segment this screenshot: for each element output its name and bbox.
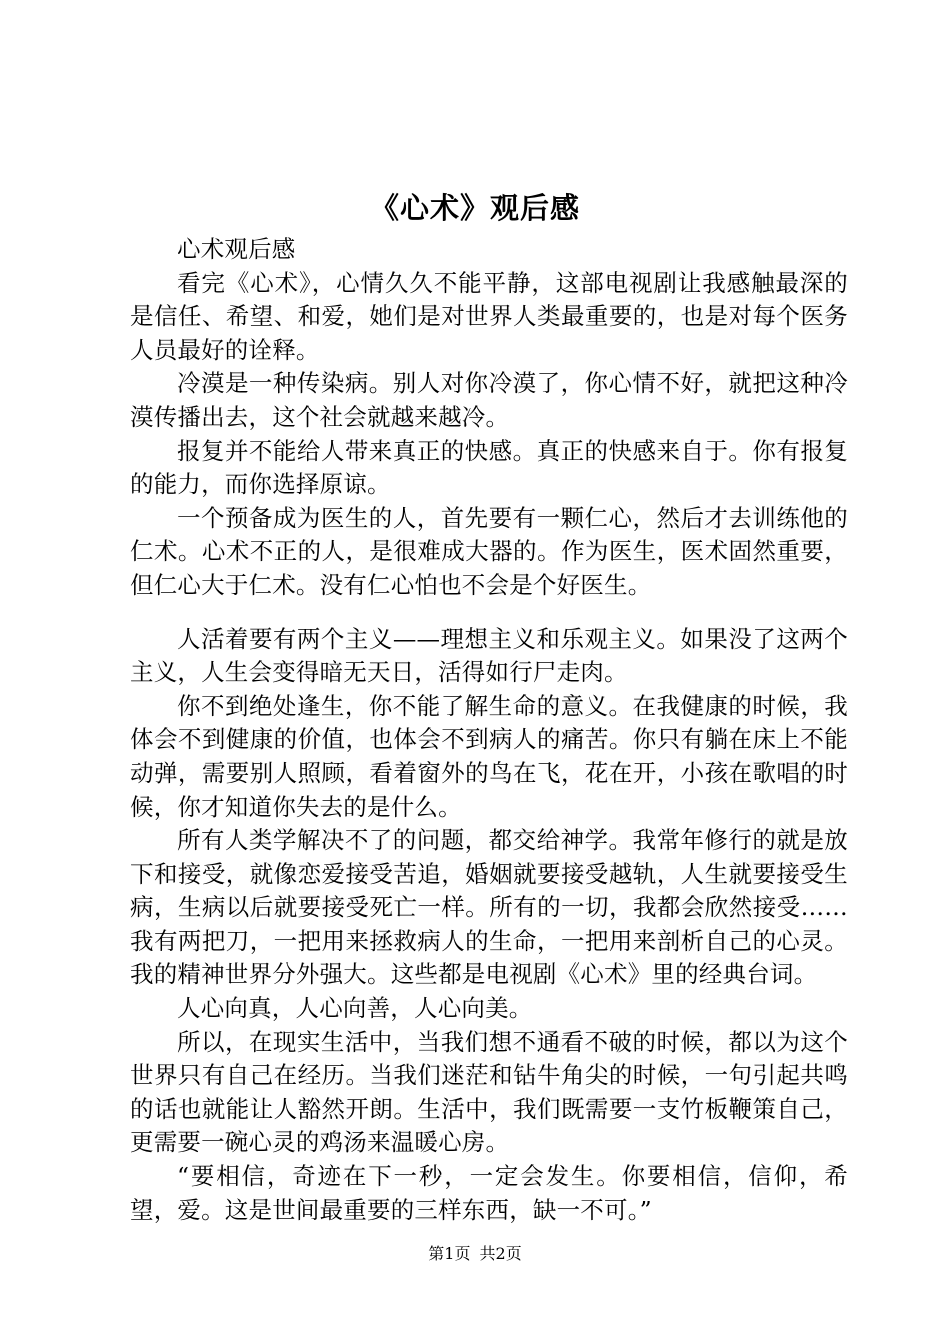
paragraph: 人心向真，人心向善，人心向美。 [177,994,533,1023]
paragraph: 人活着要有两个主义——理想主义和乐观主义。如果没了这两个主义，人生会变得暗无天日，活得如行尸走肉。 [130,624,848,687]
paragraph: 看完《心术》，心情久久不能平静，这部电视剧让我感触最深的是信任、希望、和爱，她们是对世界人类最重要的，也是对每个医务人员最好的诠释。 [130,268,848,364]
paragraph: 你不到绝处逢生，你不能了解生命的意义。在我健康的时候，我体会不到健康的价值，也体会不到病人的痛苦。你只有躺在床上不能动弹，需要别人照顾，看着窗外的鸟在飞，花在开，小孩在歌唱的时候，你才知道你失去的是什么。 [130,691,848,821]
paragraph-subtitle: 心术观后感 [177,235,296,263]
page-total: 共2页 [479,1244,522,1263]
document-body [130,233,848,1227]
paragraph: 所有人类学解决不了的问题，都交给神学。我常年修行的就是放下和接受，就像恋爱接受苦追，婚姻就要接受越轨，人生就要接受生病，生病以后就要接受死亡一样。所有的一切，我都会欣然接受……我有两把刀，一把用来拯救病人的生命，一把用来剖析自己的心灵。我的精神世界分外强大。这些都是电视剧《心术》里的经典台词。 [130,826,848,989]
paragraph: 报复并不能给人带来真正的快感。真正的快感来自于。你有报复的能力，而你选择原谅。 [130,436,848,499]
page-footer [0,1243,950,1265]
page-number: 第1页 [428,1244,471,1263]
paragraph: 所以，在现实生活中，当我们想不通看不破的时候，都以为这个世界只有自己在经历。当我们迷茫和钻牛角尖的时候，一句引起共鸣的话也就能让人豁然开朗。生活中，我们既需要一支竹板鞭策自己，更需要一碗心灵的鸡汤来温暖心房。 [130,1027,848,1157]
paragraph: 冷漠是一种传染病。别人对你冷漠了，你心情不好，就把这种冷漠传播出去，这个社会就越来越冷。 [130,369,848,431]
document-title: 《心术》观后感 [369,191,580,225]
paragraph: 一个预备成为医生的人，首先要有一颗仁心，然后才去训练他的仁术。心术不正的人，是很难成大器的。作为医生，医术固然重要，但仁心大于仁术。没有仁心怕也不会是个好医生。 [130,503,848,599]
paragraph-quote: “要相信，奇迹在下一秒，一定会发生。你要相信，信仰，希望，爱。这是世间最重要的三样东西，缺一不可。” [130,1162,848,1224]
